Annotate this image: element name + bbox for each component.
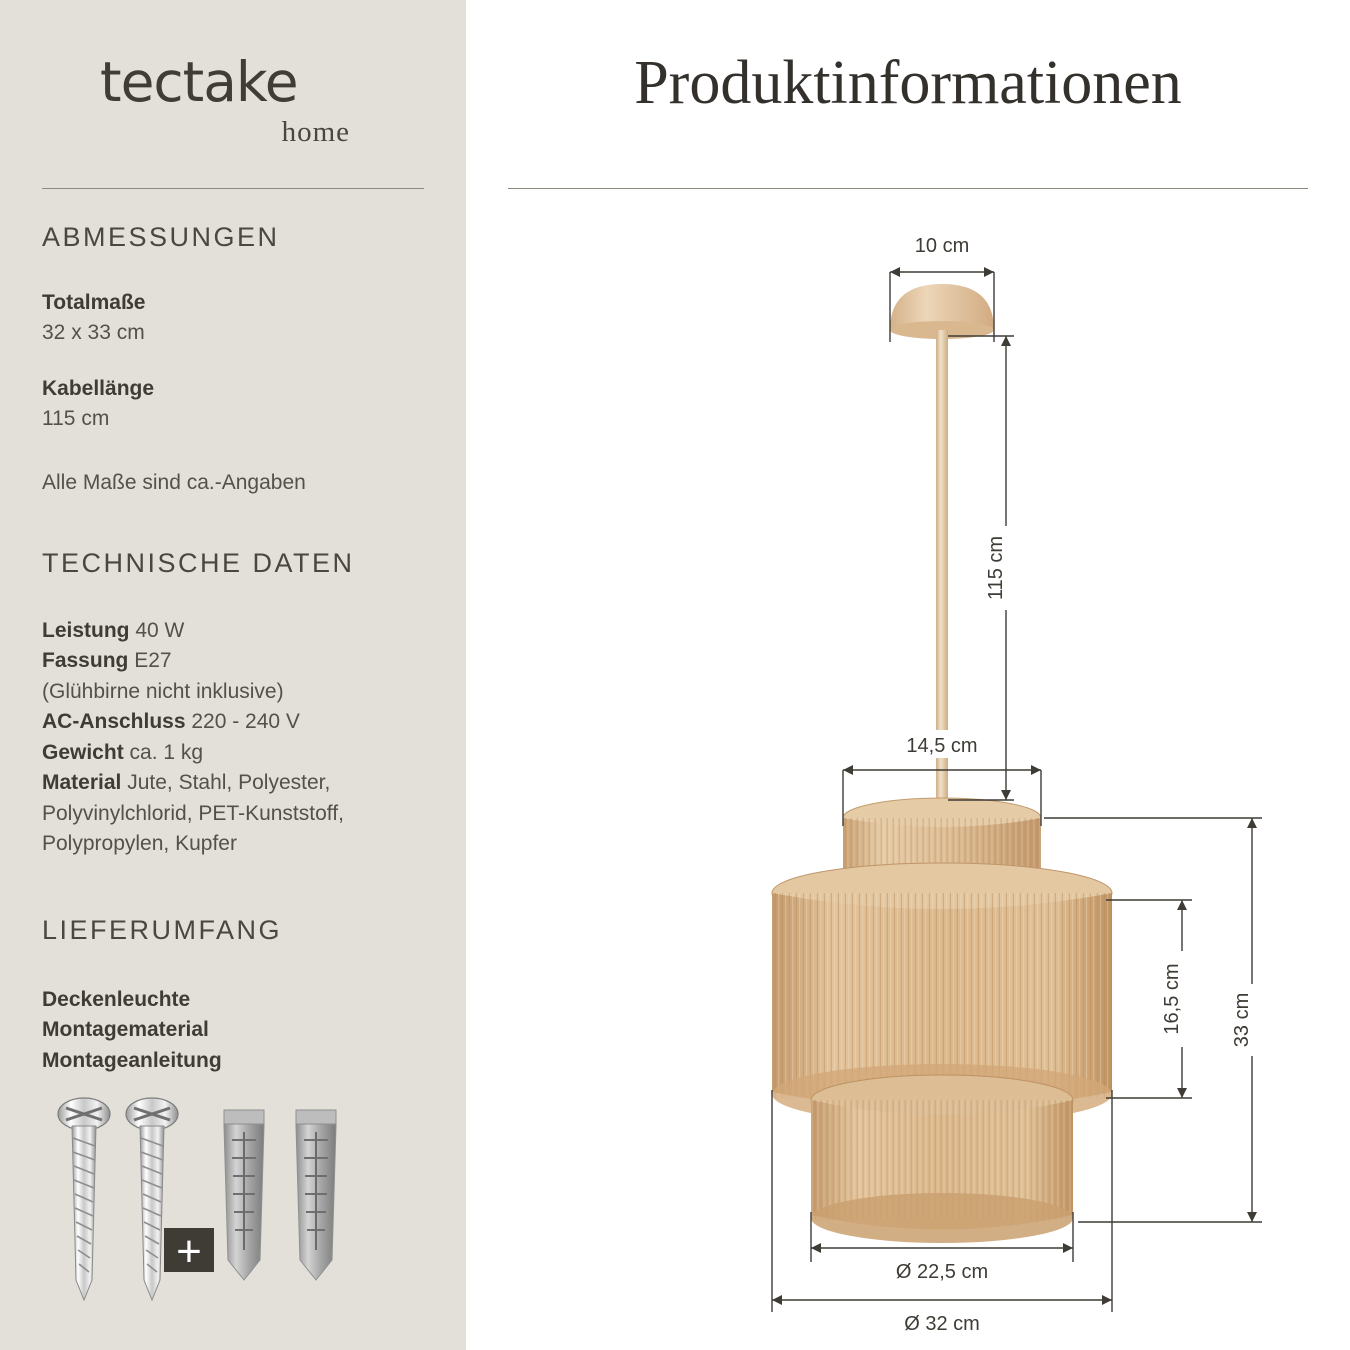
total-dimensions bbox=[42, 288, 442, 349]
sidebar-divider bbox=[42, 188, 424, 189]
technical-row-value: (Glühbirne nicht inklusive) bbox=[42, 679, 284, 703]
dimensions-heading: ABMESSUNGEN bbox=[42, 222, 280, 252]
technical-row bbox=[42, 738, 442, 768]
technical-row-value: ca. 1 kg bbox=[129, 740, 204, 764]
technical-row-label: Gewicht bbox=[42, 740, 130, 764]
sidebar bbox=[0, 0, 466, 1350]
scope-item: Montageanleitung bbox=[42, 1048, 222, 1072]
wall-plug-icon bbox=[224, 1110, 264, 1280]
brand-logo bbox=[100, 50, 400, 149]
brand-name: tectake bbox=[100, 50, 298, 114]
measurement-note: Alle Maße sind ca.-Angaben bbox=[42, 471, 306, 494]
technical-row bbox=[42, 799, 442, 829]
product-diagram bbox=[466, 0, 1350, 1350]
measurement-note-wrap bbox=[42, 468, 442, 498]
technical-row-label: AC-Anschluss bbox=[42, 710, 192, 734]
screw-icon bbox=[58, 1098, 110, 1300]
technical-row-value: 40 W bbox=[135, 619, 185, 642]
technical-row bbox=[42, 677, 442, 707]
dim-shade-height: 16,5 cm bbox=[1161, 963, 1183, 1035]
cable-length bbox=[42, 374, 442, 435]
scope-heading: LIEFERUMFANG bbox=[42, 915, 283, 945]
dimensions-heading-wrap bbox=[42, 222, 442, 253]
technical-rows bbox=[42, 616, 442, 860]
technical-row-value: E27 bbox=[134, 649, 172, 673]
technical-heading: TECHNISCHE DATEN bbox=[42, 548, 355, 578]
technical-row-value: Polypropylen, Kupfer bbox=[42, 832, 237, 856]
technical-row bbox=[42, 707, 442, 737]
brand-subtitle: home bbox=[281, 116, 350, 148]
cable-length-value: 115 cm bbox=[42, 407, 110, 431]
technical-row-value: 220 - 240 V bbox=[191, 710, 300, 734]
technical-row-value: Polyvinylchlorid, PET-Kunststoff, bbox=[42, 801, 344, 825]
technical-row bbox=[42, 829, 442, 859]
plus-symbol: + bbox=[176, 1227, 202, 1276]
scope-items bbox=[42, 985, 442, 1076]
page-title: Produktinformationen bbox=[634, 49, 1182, 117]
technical-row bbox=[42, 646, 442, 676]
plus-badge bbox=[164, 1227, 214, 1276]
technical-row-label: Leistung bbox=[42, 619, 136, 642]
hardware-svg bbox=[42, 1090, 382, 1330]
dim-max-diameter: Ø 32 cm bbox=[904, 1313, 980, 1335]
cable-length-label: Kabellänge bbox=[42, 377, 155, 400]
technical-row-label: Material bbox=[42, 771, 128, 795]
technical-row-value: Jute, Stahl, Polyester, bbox=[127, 771, 331, 795]
technical-row-label: Fassung bbox=[42, 649, 135, 673]
total-dimensions-value: 32 x 33 cm bbox=[42, 321, 145, 345]
scope-heading-wrap bbox=[42, 915, 442, 946]
scope-item: Montagematerial bbox=[42, 1018, 209, 1042]
mounting-hardware-illustration bbox=[42, 1090, 382, 1335]
dim-top-width: 14,5 cm bbox=[906, 735, 978, 757]
content-panel bbox=[466, 0, 1350, 1350]
lamp-shade-lower bbox=[811, 1075, 1073, 1243]
technical-heading-wrap bbox=[42, 548, 442, 579]
total-dimensions-label: Totalmaße bbox=[42, 291, 146, 314]
dim-cable-length: 115 cm bbox=[985, 535, 1007, 601]
technical-row bbox=[42, 768, 442, 798]
wall-plug-icon bbox=[296, 1110, 336, 1280]
dim-canopy-width: 10 cm bbox=[914, 235, 970, 257]
scope-item: Deckenleuchte bbox=[42, 988, 191, 1011]
technical-row bbox=[42, 616, 442, 646]
dim-lower-diameter: Ø 22,5 cm bbox=[895, 1261, 989, 1283]
dim-total-height: 33 cm bbox=[1231, 992, 1253, 1048]
